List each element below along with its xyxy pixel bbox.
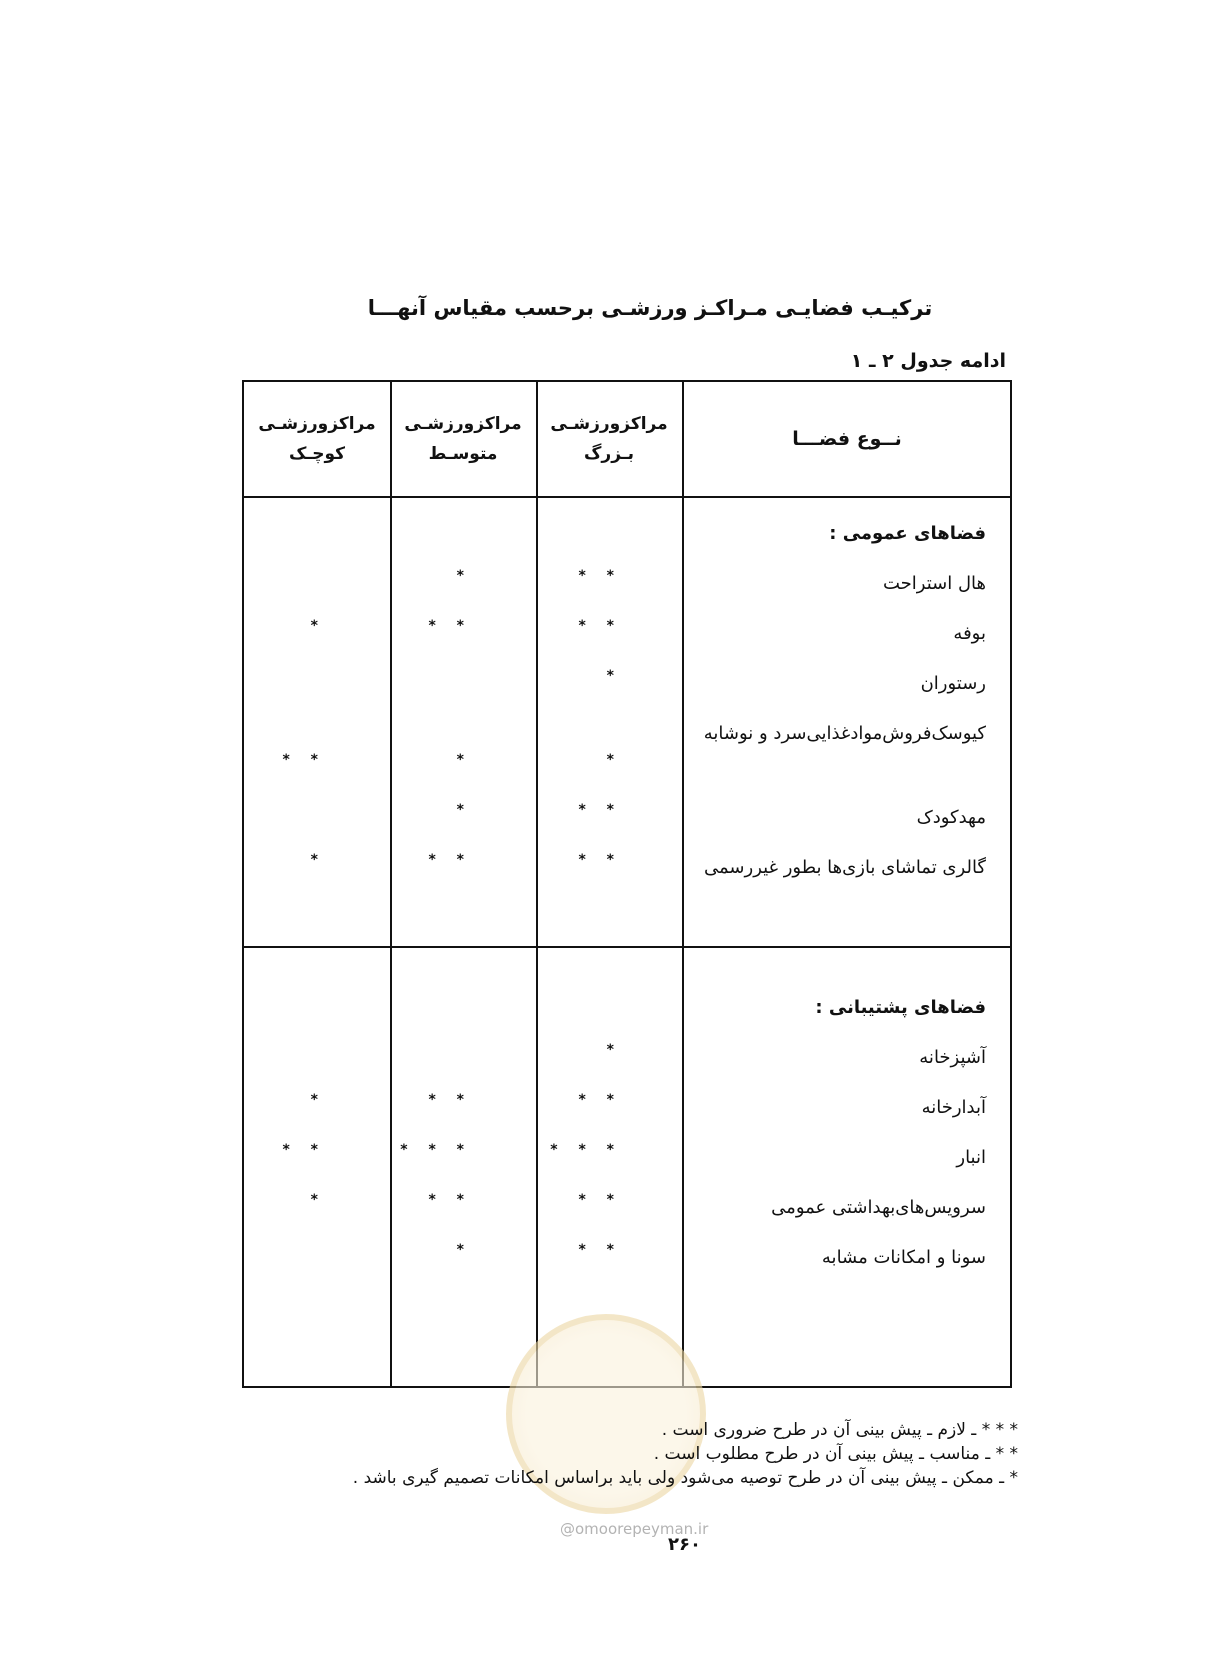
page-number: ۲۶۰	[668, 1534, 701, 1555]
rating-large: *	[606, 668, 622, 684]
note-suitable: * * ـ مناسب ـ پیش بینی آن در طرح مطلوب است .	[653, 1444, 1018, 1464]
row-label: هال استراحت	[882, 573, 986, 594]
rating-medium: * *	[428, 618, 472, 634]
header-small-line2: کوچـک	[289, 444, 346, 464]
header-space-type	[682, 382, 1012, 496]
header-large	[536, 382, 682, 496]
rating-medium: *	[456, 752, 472, 768]
row-label: رستوران	[920, 673, 986, 694]
rating-small: *	[310, 1092, 326, 1108]
rating-medium: * *	[428, 1092, 472, 1108]
rating-large: *	[606, 752, 622, 768]
header-small-line1: مراکزورزشـی	[258, 414, 376, 434]
header-medium-line1: مراکزورزشـی	[404, 414, 522, 434]
note-required: * * * ـ لازم ـ پیش بینی آن در طرح ضروری است .	[661, 1420, 1018, 1440]
rating-large: * *	[578, 568, 622, 584]
header-medium-line2: متوسـط	[428, 444, 498, 464]
rating-small: *	[310, 1192, 326, 1208]
table-caption: ادامه جدول ۲ ـ ۱	[850, 350, 1006, 372]
watermark-url: @omoorepeyman.ir	[560, 1520, 709, 1538]
row-label: کیوسک‌فروش‌موادغذایی‌سرد و نوشابه	[703, 723, 986, 744]
row-label: بوفه	[953, 623, 986, 644]
rating-large: * *	[578, 802, 622, 818]
header-medium	[390, 382, 536, 496]
row-label: آشپزخانه	[919, 1047, 986, 1068]
row-label: آبدارخانه	[921, 1097, 986, 1118]
rating-medium: *	[456, 568, 472, 584]
rating-medium: * *	[428, 1192, 472, 1208]
rating-small: *	[310, 852, 326, 868]
rating-large: *	[606, 1042, 622, 1058]
rating-large: * * *	[550, 1142, 622, 1158]
section-title-support: فضاهای پشتیبانی :	[815, 997, 986, 1018]
rating-small: * *	[282, 752, 326, 768]
rating-medium: *	[456, 802, 472, 818]
row-label: گالری تماشای بازی‌ها بطور غیررسمی	[704, 857, 986, 878]
rating-small: *	[310, 618, 326, 634]
rating-small: * *	[282, 1142, 326, 1158]
rating-large: * *	[578, 618, 622, 634]
header-large-line1: مراکزورزشـی	[550, 414, 668, 434]
header-large-line2: بـزرگ	[584, 444, 634, 464]
rating-large: * *	[578, 1092, 622, 1108]
row-label: سونا و امکانات مشابه	[821, 1247, 986, 1268]
legend-notes	[218, 1418, 1018, 1490]
row-label: سرویس‌های‌بهداشتی عمومی	[771, 1197, 986, 1218]
rating-large: * *	[578, 1242, 622, 1258]
space-composition-table	[242, 380, 1012, 1388]
header-space-type-label: نــوع فضـــا	[792, 428, 902, 450]
section-divider	[244, 946, 1010, 948]
section-title-public: فضاهای عمومی :	[829, 523, 986, 544]
page-title: ترکیـب فضایـی مـراکـز ورزشـی برحسب مقیاس آنهـــا	[367, 296, 933, 320]
header-divider	[244, 496, 1010, 498]
note-possible: * ـ ممکن ـ پیش بینی آن در طرح توصیه می‌شود ولی باید براساس امکانات تصمیم گیری باشد .	[352, 1468, 1018, 1488]
row-label: مهدکودک	[916, 807, 986, 828]
rating-medium: * * *	[400, 1142, 472, 1158]
rating-large: * *	[578, 1192, 622, 1208]
rating-medium: * *	[428, 852, 472, 868]
header-small	[244, 382, 390, 496]
rating-medium: *	[456, 1242, 472, 1258]
rating-large: * *	[578, 852, 622, 868]
column-divider	[390, 382, 392, 1386]
row-label: انبار	[956, 1147, 986, 1168]
column-divider	[536, 382, 538, 1386]
